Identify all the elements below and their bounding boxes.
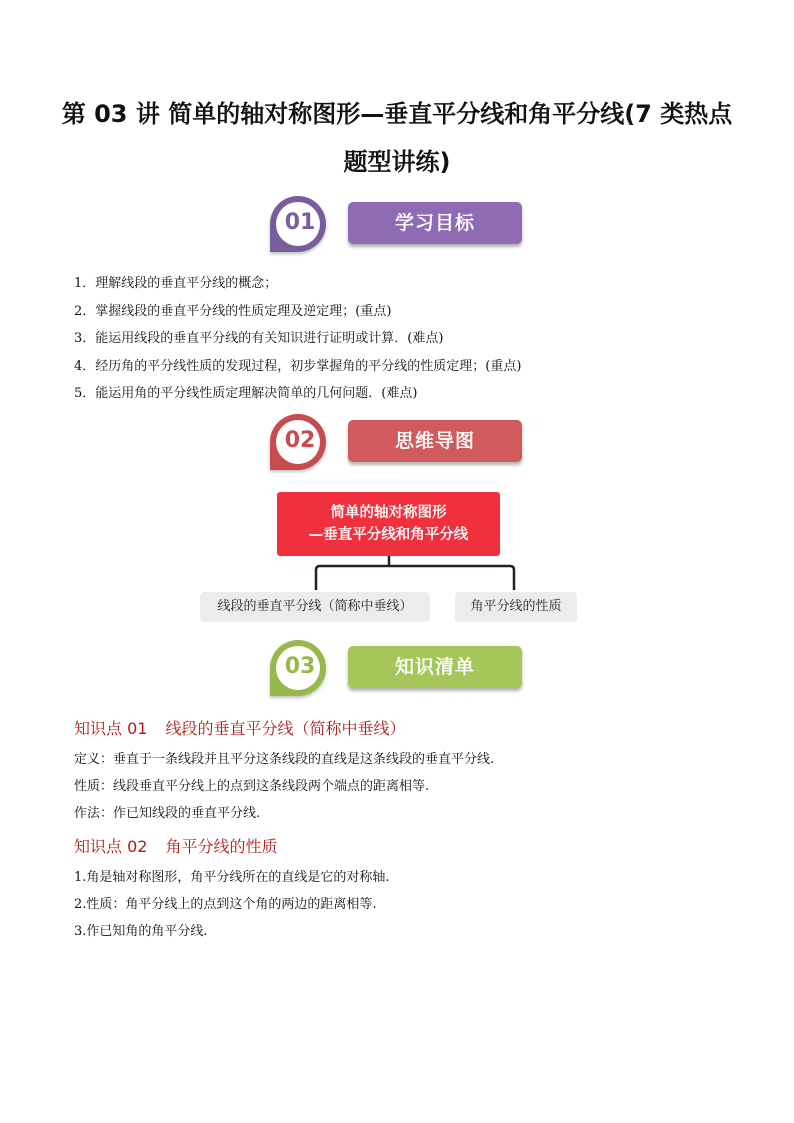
knowledge-point-body: [74, 746, 494, 827]
section-badge-mindmap: [270, 414, 530, 462]
knowledge-point-title: 角平分线的性质: [165, 837, 278, 856]
knowledge-point-title: 线段的垂直平分线（简称中垂线）: [165, 719, 406, 738]
knowledge-line: 2.性质：角平分线上的点到这个角的两边的距离相等.: [74, 897, 377, 912]
goal-item: 2．掌握线段的垂直平分线的性质定理及逆定理；(重点): [74, 303, 392, 319]
page-title: [60, 90, 734, 186]
mindmap-child-node: 角平分线的性质: [455, 592, 577, 622]
learning-goals-list: [74, 270, 521, 408]
mindmap-child-node: 线段的垂直平分线（简称中垂线）: [200, 592, 430, 622]
knowledge-point-heading: [74, 834, 277, 857]
section-label: 知识清单: [348, 646, 522, 688]
knowledge-line: 定义：垂直于一条线段并且平分这条线段的直线是这条线段的垂直平分线.: [74, 752, 495, 767]
section-label: 学习目标: [348, 202, 522, 244]
section-badge-goals: [270, 196, 530, 244]
knowledge-point-number: 知识点 01: [74, 719, 148, 738]
knowledge-point-number: 知识点 02: [74, 837, 148, 856]
knowledge-point-heading: [74, 716, 405, 739]
knowledge-line: 性质：线段垂直平分线上的点到这条线段两个端点的距离相等.: [74, 779, 430, 794]
goal-item: 5．能运用角的平分线性质定理解决简单的几何问题．(难点): [74, 386, 418, 401]
section-number: 02: [284, 428, 316, 453]
mindmap-connectors: [300, 556, 530, 596]
title-line-1: 第 03 讲 简单的轴对称图形—垂直平分线和角平分线(7 类热点: [61, 100, 733, 128]
knowledge-point-body: [74, 864, 390, 945]
knowledge-line: 3.作已知角的角平分线.: [74, 924, 208, 939]
mindmap-root-node: [277, 492, 500, 556]
title-line-2: 题型讲练): [343, 148, 451, 176]
section-number: 01: [284, 210, 316, 235]
goal-item: 3．能运用线段的垂直平分线的有关知识进行证明或计算．(难点): [74, 331, 444, 346]
goal-item: 1．理解线段的垂直平分线的概念；: [74, 276, 278, 291]
knowledge-line: 作法：作已知线段的垂直平分线.: [74, 806, 261, 821]
knowledge-line: 1.角是轴对称图形，角平分线所在的直线是它的对称轴.: [74, 870, 390, 885]
mindmap-root-line-2: —垂直平分线和角平分线: [308, 527, 469, 543]
section-number: 03: [284, 654, 316, 679]
goal-item: 4．经历角的平分线性质的发现过程，初步掌握角的平分线的性质定理；(重点): [74, 358, 522, 374]
section-label: 思维导图: [348, 420, 522, 462]
section-badge-knowledge: [270, 640, 530, 688]
mindmap-root-line-1: 简单的轴对称图形: [330, 505, 447, 521]
